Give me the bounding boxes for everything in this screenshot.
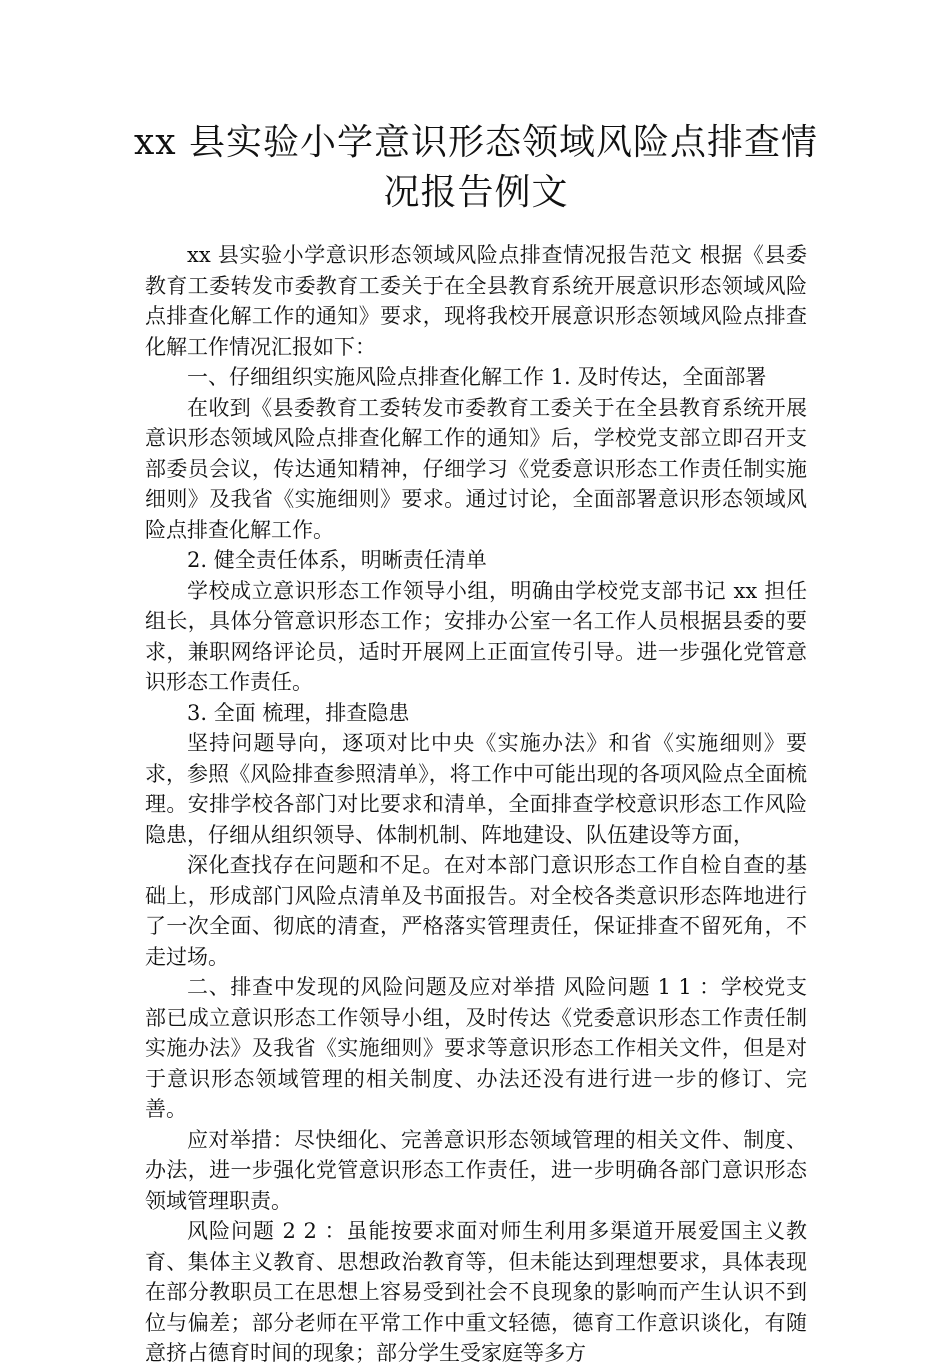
body-paragraph: 风险问题 2 2 ：虽能按要求面对师生利用多渠道开展爱国主义教育、集体主义教育、思想政治教育等，但未能达到理想要求，具体表现在部分教职员工在思想上容易受到社会不良现象的影响而产生认识不到位与偏差；部分老师在平常工作中重文轻德，德育工作意识谈化，有随意挤占德育时间的现象；部分学生受家庭等多方 <box>145 1219 807 1365</box>
body-paragraph: 坚持问题导向，逐项对比中央《实施办法》和省《实施细则》要求，参照《风险排查参照清单》，将工作中可能出现的各项风险点全面梳理。安排学校各部门对比要求和清单，全面排查学校意识形态工作风险隐患，仔细从组织领导、体制机制、阵地建设、队伍建设等方面， <box>145 731 807 847</box>
body-paragraph: 在收到《县委教育工委转发市委教育工委关于在全县教育系统开展意识形态领域风险点排查化解工作的通知》后，学校党支部立即召开支部委员会议，传达通知精神，仔细学习《党委意识形态工作责任制实施细则》及我省《实施细则》要求。通过讨论，全面部署意识形态领域风险点排查化解工作。 <box>145 395 807 542</box>
subheading-2: 2. 健全责任体系，明晰责任清单 <box>187 548 487 572</box>
document-page <box>133 118 819 1369</box>
body-paragraph: 学校成立意识形态工作领导小组，明确由学校党支部书记 xx 担任组长，具体分管意识形态工作；安排办公室一名工作人员根据县委的要求，兼职网络评论员，适时开展网上正面宣传引导。进一步强化党管意识形态工作责任。 <box>145 578 807 694</box>
section-heading-1: 一、仔细组织实施风险点排查化解工作 1. 及时传达，全面部署 <box>187 365 767 389</box>
section-heading-2: 二、排查中发现的风险问题及应对举措 风险问题 1 1 ：学校党支部已成立意识形态工作领导小组，及时传达《党委意识形态工作责任制实施办法》及我省《实施细则》要求等意识形态工作相关文件，但是对于意识形态领域管理的相关制度、办法还没有进行进一步的修订、完善。 <box>145 975 807 1121</box>
subheading-3: 3. 全面 梳理，排查隐患 <box>187 700 410 725</box>
document-title: xx 县实验小学意识形态领域风险点排查情况报告例文 <box>133 122 819 213</box>
body-paragraph: 应对举措：尽快细化、完善意识形态领域管理的相关文件、制度、办法，进一步强化党管意识形态工作责任，进一步明确各部门意识形态领域管理职责。 <box>145 1127 807 1213</box>
intro-paragraph: xx 县实验小学意识形态领域风险点排查情况报告范文 根据《县委教育工委转发市委教育工委关于在全县教育系统开展意识形态领域风险点排查化解工作的通知》要求，现将我校开展意识形态领域风险点排查化解工作情况汇报如下： <box>145 243 807 359</box>
body-paragraph: 深化查找存在问题和不足。在对本部门意识形态工作自检自查的基础上，形成部门风险点清单及书面报告。对全校各类意识形态阵地进行了一次全面、彻底的清查，严格落实管理责任，保证排查不留死角，不走过场。 <box>145 853 807 969</box>
